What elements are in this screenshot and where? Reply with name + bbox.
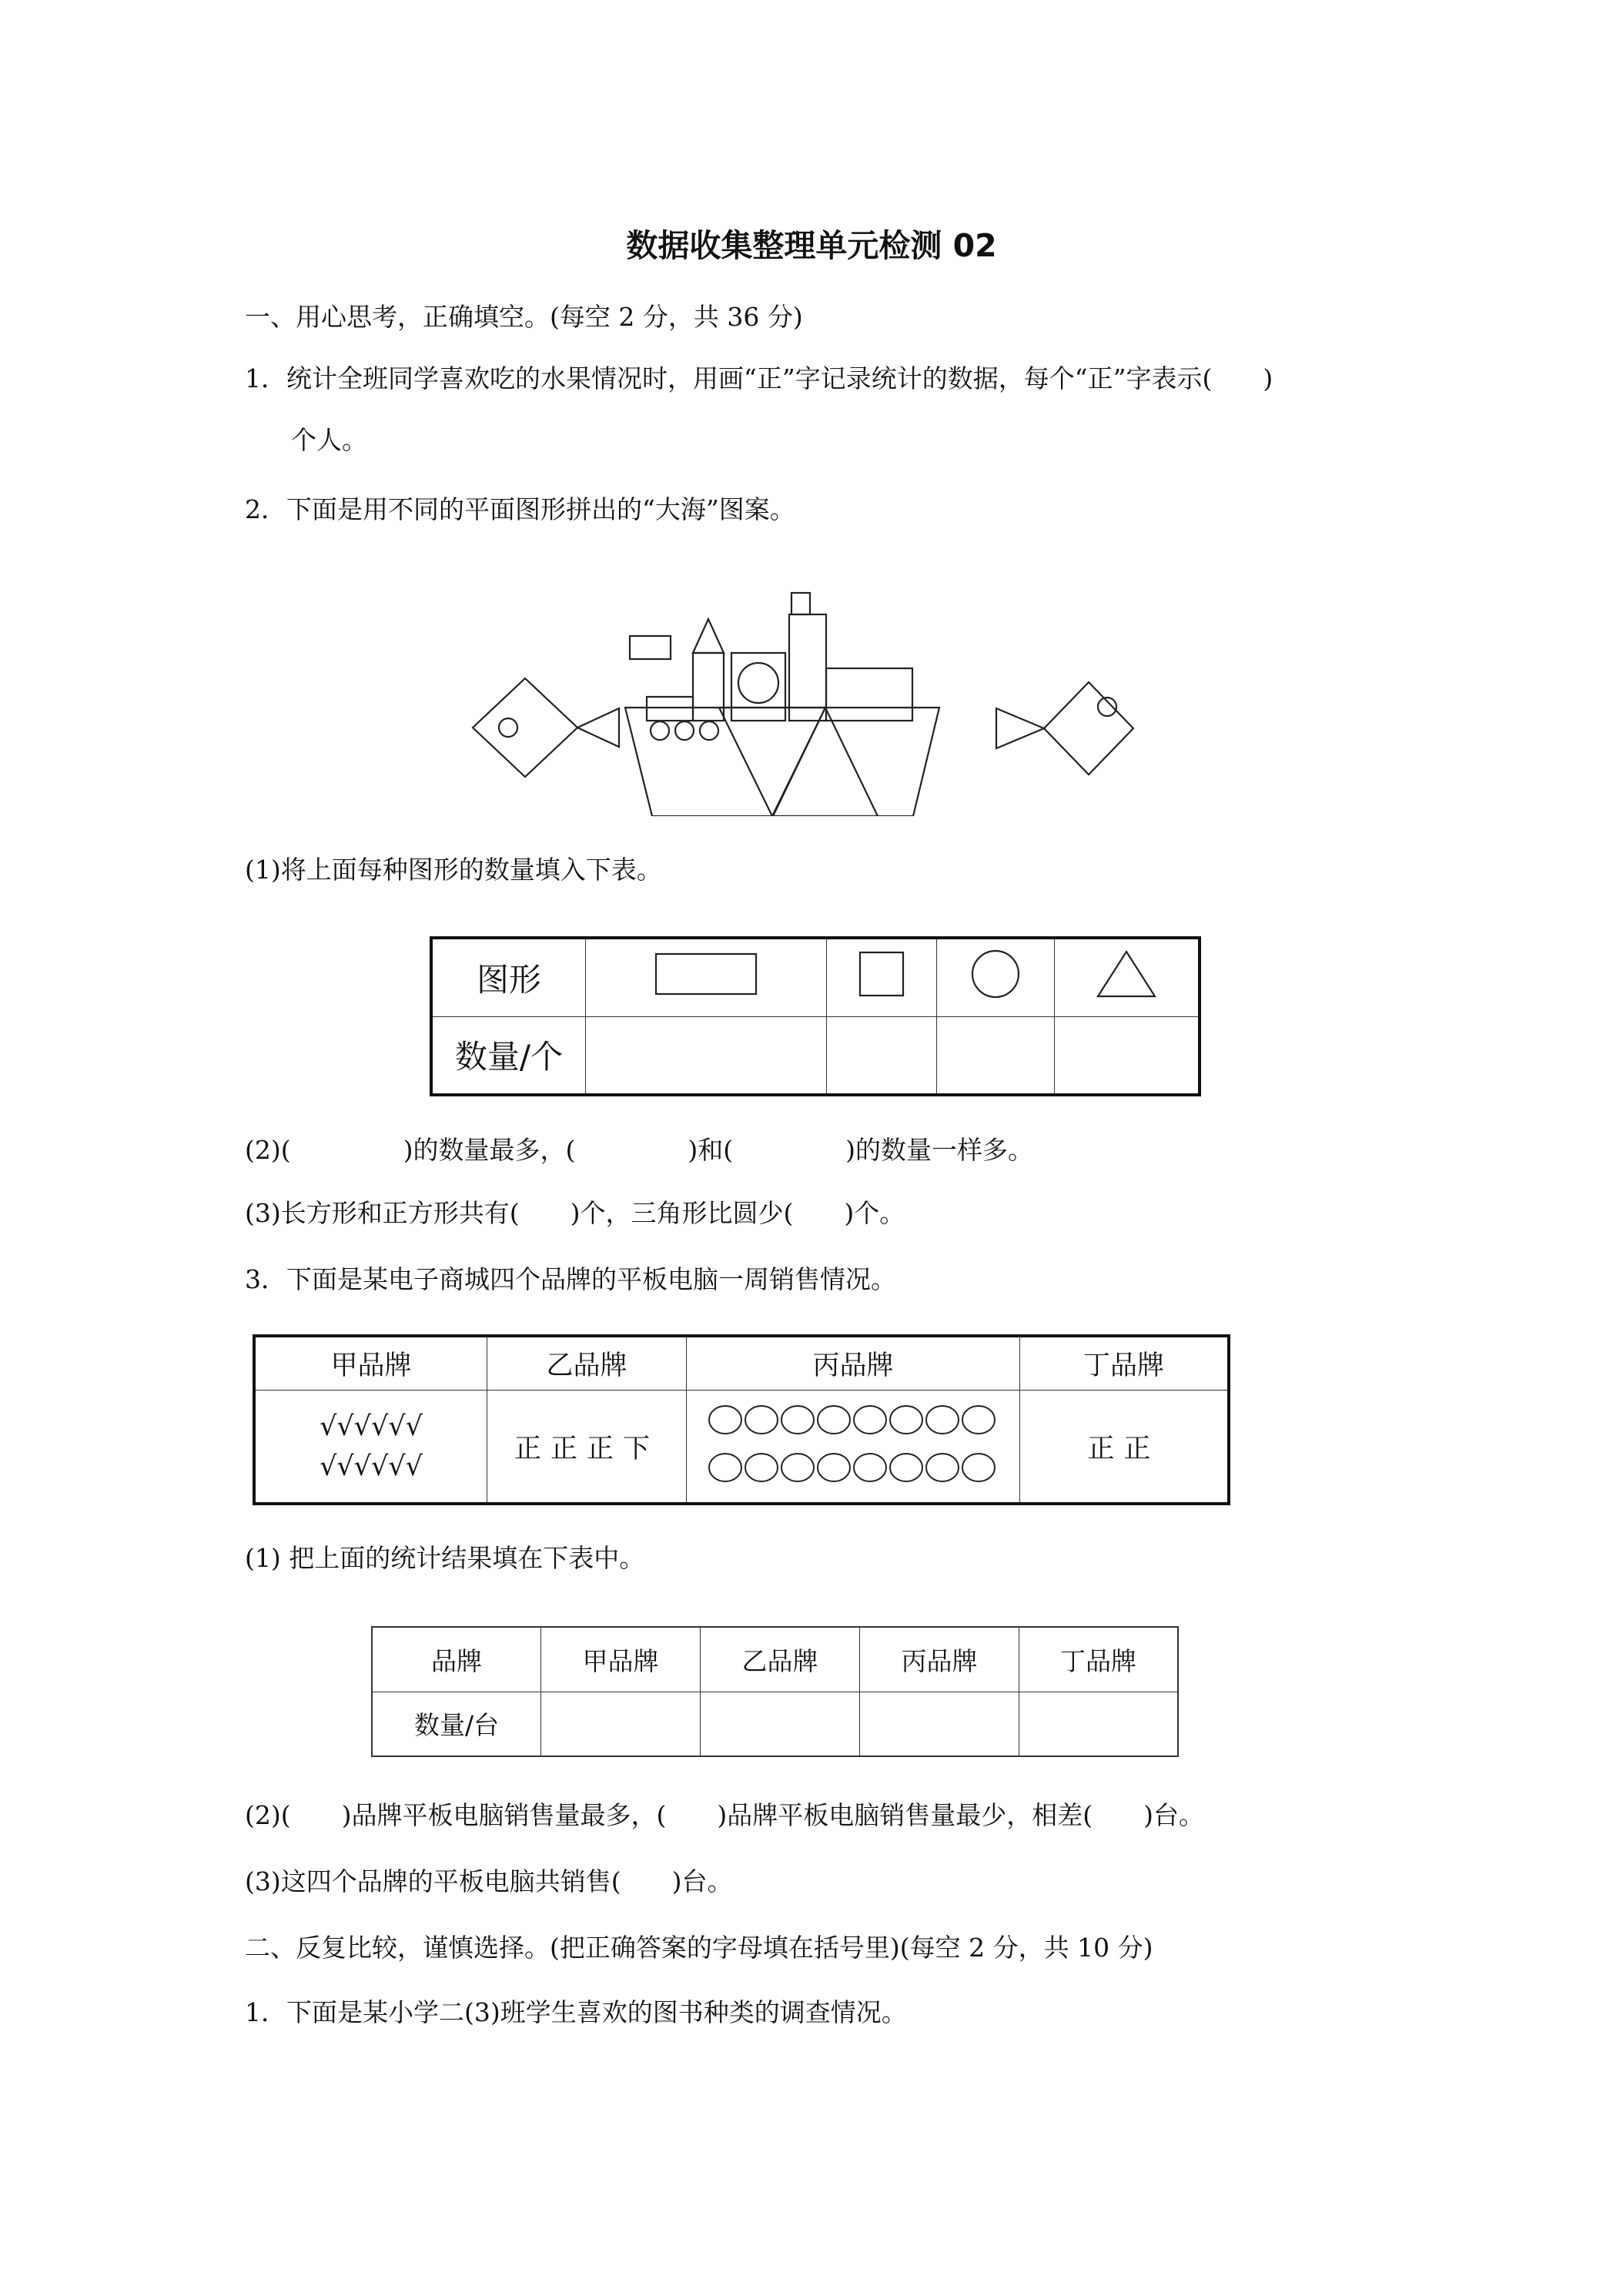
- answer-cell-rectangle[interactable]: [586, 1016, 827, 1095]
- section2-heading: 二、反复比较，谨慎选择。(把正确答案的字母填在括号里)(每空 2 分，共 10 分): [245, 1933, 1153, 1963]
- answer-cell-yi[interactable]: [701, 1692, 860, 1756]
- answer-cell-square[interactable]: [826, 1016, 937, 1095]
- sea-pattern-figure: [462, 554, 1170, 816]
- result-header-count: 数量/台: [372, 1692, 541, 1756]
- checkmark-row-2: √√√√√√: [320, 1451, 423, 1482]
- tally-yi-zheng: 正正正下: [487, 1391, 687, 1504]
- fish-tail-triangle-shape: [577, 708, 619, 747]
- section2-question-1-intro: 1．下面是某小学二(3)班学生喜欢的图书种类的调查情况。: [245, 1997, 907, 2027]
- fish-body-square-shape-right: [1044, 682, 1133, 775]
- fish-eye-circle-shape: [499, 718, 517, 737]
- result-table: [371, 1626, 1179, 1757]
- mast-triangle-shape: [693, 619, 724, 653]
- checkmark-row-1: √√√√√√: [320, 1411, 423, 1442]
- result-header-jia: 甲品牌: [541, 1627, 701, 1692]
- answer-cell-jia[interactable]: [541, 1692, 701, 1756]
- table-header-count: 数量/个: [431, 1016, 586, 1095]
- square-icon: [826, 938, 937, 1016]
- question-3-part1: (1) 把上面的统计结果填在下表中。: [245, 1543, 645, 1573]
- tally-header-ding: 丁品牌: [1020, 1336, 1230, 1391]
- result-header-brand: 品牌: [372, 1627, 541, 1692]
- hull-triangle-right-shape: [773, 708, 878, 816]
- tally-table: [253, 1334, 1230, 1505]
- answer-cell-bing[interactable]: [860, 1692, 1019, 1756]
- answer-cell-circle[interactable]: [937, 1016, 1055, 1095]
- tally-ding-zheng: 正正: [1020, 1391, 1230, 1504]
- porthole-circle-1: [651, 721, 669, 740]
- tally-bing-circles: [687, 1391, 1020, 1504]
- question-2-part3: (3)长方形和正方形共有( )个，三角形比圆少( )个。: [245, 1198, 905, 1228]
- porthole-circle-3: [700, 721, 718, 740]
- question-3-part3: (3)这四个品牌的平板电脑共销售( )台。: [245, 1866, 733, 1896]
- page-title: 数据收集整理单元检测 02: [626, 227, 997, 264]
- mast-rectangle-shape: [693, 653, 724, 721]
- question-1-line1: [245, 363, 1273, 394]
- porthole-circle-2: [675, 721, 694, 740]
- question-1-text: 1．统计全班同学喜欢吃的水果情况时，用画“正”字记录统计的数据，每个“正”字表示(: [245, 363, 1213, 393]
- circle-icon: [937, 938, 1055, 1016]
- question-1-paren: ): [1263, 363, 1273, 393]
- hull-triangle-left-shape: [719, 708, 825, 816]
- question-1-line2: 个人。: [291, 425, 367, 455]
- rectangle-icon: [586, 938, 827, 1016]
- triangle-icon: [1055, 938, 1200, 1016]
- right-fish: [996, 682, 1133, 775]
- section1-heading: 一、用心思考，正确填空。(每空 2 分，共 36 分): [245, 302, 803, 332]
- question-3-part2: (2)( )品牌平板电脑销售量最多，( )品牌平板电脑销售量最少，相差( )台。: [245, 1800, 1204, 1830]
- answer-cell-ding[interactable]: [1019, 1692, 1179, 1756]
- deck-rectangle-shape: [826, 668, 912, 721]
- question-3-intro: 3．下面是某电子商城四个品牌的平板电脑一周销售情况。: [245, 1264, 896, 1294]
- ship: [625, 593, 939, 816]
- result-header-bing: 丙品牌: [860, 1627, 1019, 1692]
- chimney-square-shape: [791, 593, 810, 614]
- fish-tail-triangle-shape-right: [996, 708, 1044, 748]
- tally-header-yi: 乙品牌: [487, 1336, 687, 1391]
- left-fish: [473, 678, 619, 777]
- tally-header-bing: 丙品牌: [687, 1336, 1020, 1391]
- table-header-shape: 图形: [431, 938, 586, 1016]
- question-2-part1: (1)将上面每种图形的数量填入下表。: [245, 855, 662, 885]
- result-header-yi: 乙品牌: [701, 1627, 860, 1692]
- question-2-part2: (2)( )的数量最多，( )和( )的数量一样多。: [245, 1135, 1033, 1165]
- circle-tally-icon: [707, 1397, 999, 1489]
- shape-count-table: [430, 936, 1201, 1096]
- question-2-intro: 2．下面是用不同的平面图形拼出的“大海”图案。: [245, 494, 795, 524]
- flag-rectangle-shape: [630, 636, 671, 659]
- deck-small-rectangle-shape: [647, 697, 693, 721]
- answer-cell-triangle[interactable]: [1055, 1016, 1200, 1095]
- hull-trapezoid-shape: [625, 708, 939, 816]
- fish-body-square-shape: [473, 678, 577, 777]
- tally-header-jia: 甲品牌: [254, 1336, 487, 1391]
- tower-rectangle-shape: [789, 614, 826, 721]
- cabin-circle-shape: [738, 663, 778, 703]
- result-header-ding: 丁品牌: [1019, 1627, 1179, 1692]
- tally-jia-checkmarks: [254, 1391, 487, 1504]
